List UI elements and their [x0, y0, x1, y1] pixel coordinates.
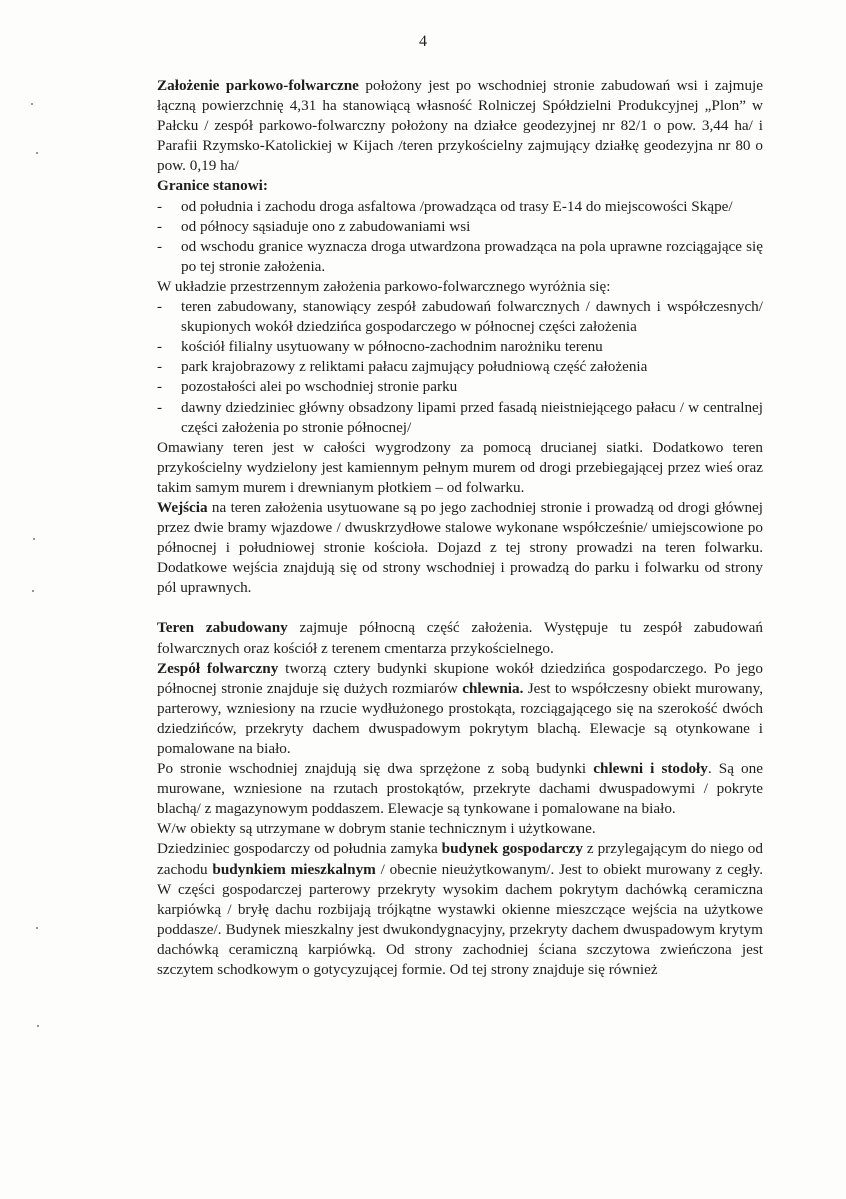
built-area-paragraph: Teren zabudowany zajmuje północną część założenia. Występuje tu zespół zabudowań folwarcznych oraz kościół z terenem cmentarza przykościelnego.	[157, 619, 763, 657]
scan-speck	[31, 103, 33, 105]
entrances-paragraph: Wejścia na teren założenia usytuowane są po jego zachodniej stronie i prowadzą od drogi głównej przez dwie bramy wjazdowe / dwuskrzydłowe stalowe wykonane współcześnie/ umiejscowione po północnej i południowej stronie kościoła. Dojazd z tej strony prowadzi na teren folwarku. Dodatkowe wejścia znajdują się od strony wschodniej i prowadzą do parku i folwarku od strony pól uprawnych.	[157, 498, 763, 597]
fence-paragraph: Omawiany teren jest w całości wygrodzony za pomocą drucianej siatki. Dodatkowo teren przykościelny wydzielony jest kamiennym pełnym murem od drogi przebiegającej przez wieś oraz takim samym murem i drewnianym płotkiem – od folwarku.	[157, 438, 763, 496]
list-item: - teren zabudowany, stanowiący zespół zabudowań folwarcznych / dawnych i współczesnych/ skupionych wokół dziedzińca gospodarczego w północnej części założenia	[157, 297, 763, 337]
condition-paragraph: W/w obiekty są utrzymane w dobrym stanie technicznym i użytkowane.	[157, 820, 596, 838]
intro-paragraph: Założenie parkowo-folwarczne położony jest po wschodniej stronie zabudowań wsi i zajmuje łączną powierzchnię 4,31 ha stanowiącą własność Rolniczej Spółdzielni Produkcyjnej „Plon” w Pałcku / zespół parkowo-folwarczny położony na działce geodezyjnej nr 82/1 o pow. 3,44 ha/ i Parafii Rzymsko-Katolickiej w Kijach /teren przykościelny zajmujący działkę geodezyjna nr 80 o pow. 0,19 ha/	[157, 77, 763, 175]
page-number: 4	[419, 33, 427, 50]
scan-speck	[32, 590, 34, 592]
farm-complex-paragraph: Zespół folwarczny tworzą cztery budynki skupione wokół dziedzińca gospodarczego. Po jego północnej stronie znajduje się dużych rozmiarów chlewnia. Jest to współczesny obiekt murowany, parterowy, wzniesiony na rzucie wydłużonego prostokąta, rozciągającego się na szerokość dwóch dziedzińców, przekryty dachem dwuspadowym pokrytym blachą. Elewacje są otynkowane i pomalowane na biało.	[157, 659, 763, 757]
boundaries-list	[157, 197, 763, 277]
list-item: - od wschodu granice wyznacza droga utwardzona prowadząca na pola uprawne rozciągające się po tej stronie założenia.	[157, 237, 763, 277]
list-item: - kościół filialny usytuowany w północno-zachodnim narożniku terenu	[157, 337, 763, 357]
list-item: - od południa i zachodu droga asfaltowa /prowadząca od trasy E-14 do miejscowości Skąpe/	[157, 197, 763, 217]
scan-speck	[36, 152, 38, 154]
list-item: - park krajobrazowy z reliktami pałacu zajmujący południową część założenia	[157, 357, 763, 377]
scan-speck	[37, 1025, 39, 1027]
courtyard-paragraph: Dziedziniec gospodarczy od południa zamyka budynek gospodarczy z przylegającym do niego od zachodu budynkiem mieszkalnym / obecnie nieużytkowanym/. Jest to obiekt murowany z cegły. W części gospodarczej parterowy przekryty wysokim dachem pokrytym dachówką ceramiczna karpiówką / bryłę dachu rozbijają trójkątne wystawki okienne mieszczące wejścia na użytkowe poddasze/. Budynek mieszkalny jest dwukondygnacyjny, przekryty dachem dwuspadowym krytym dachówką ceramiczną karpiówką. Od strony zachodniej ściana szczytowa zwieńczona jest szczytem schodkowym o gotycyzującej formie. Od tej strony znajduje się również	[157, 840, 763, 979]
scan-speck	[36, 927, 38, 929]
layout-list	[157, 297, 763, 438]
list-item: - od północy sąsiaduje ono z zabudowaniami wsi	[157, 217, 763, 237]
east-buildings-paragraph: Po stronie wschodniej znajdują się dwa sprzężone z sobą budynki chlewni i stodoły. Są one murowane, wzniesione na rzutach prostokątów, przekryte dachami dwuspadowymi / pokryte blachą/ z magazynowym poddaszem. Elewacje są tynkowane i pomalowane na biało.	[157, 760, 763, 818]
intro-heading: Założenie parkowo-folwarczne	[157, 77, 359, 94]
layout-intro: W układzie przestrzennym założenia parkowo-folwarcznego wyróżnia się:	[157, 277, 611, 295]
document-body	[157, 76, 763, 980]
list-item: - dawny dziedziniec główny obsadzony lipami przed fasadą nieistniejącego pałacu / w centralnej części założenia po stronie północnej/	[157, 398, 763, 438]
scan-speck	[33, 538, 35, 540]
list-item: - pozostałości alei po wschodniej stronie parku	[157, 377, 763, 397]
boundaries-heading: Granice stanowi:	[157, 177, 268, 195]
